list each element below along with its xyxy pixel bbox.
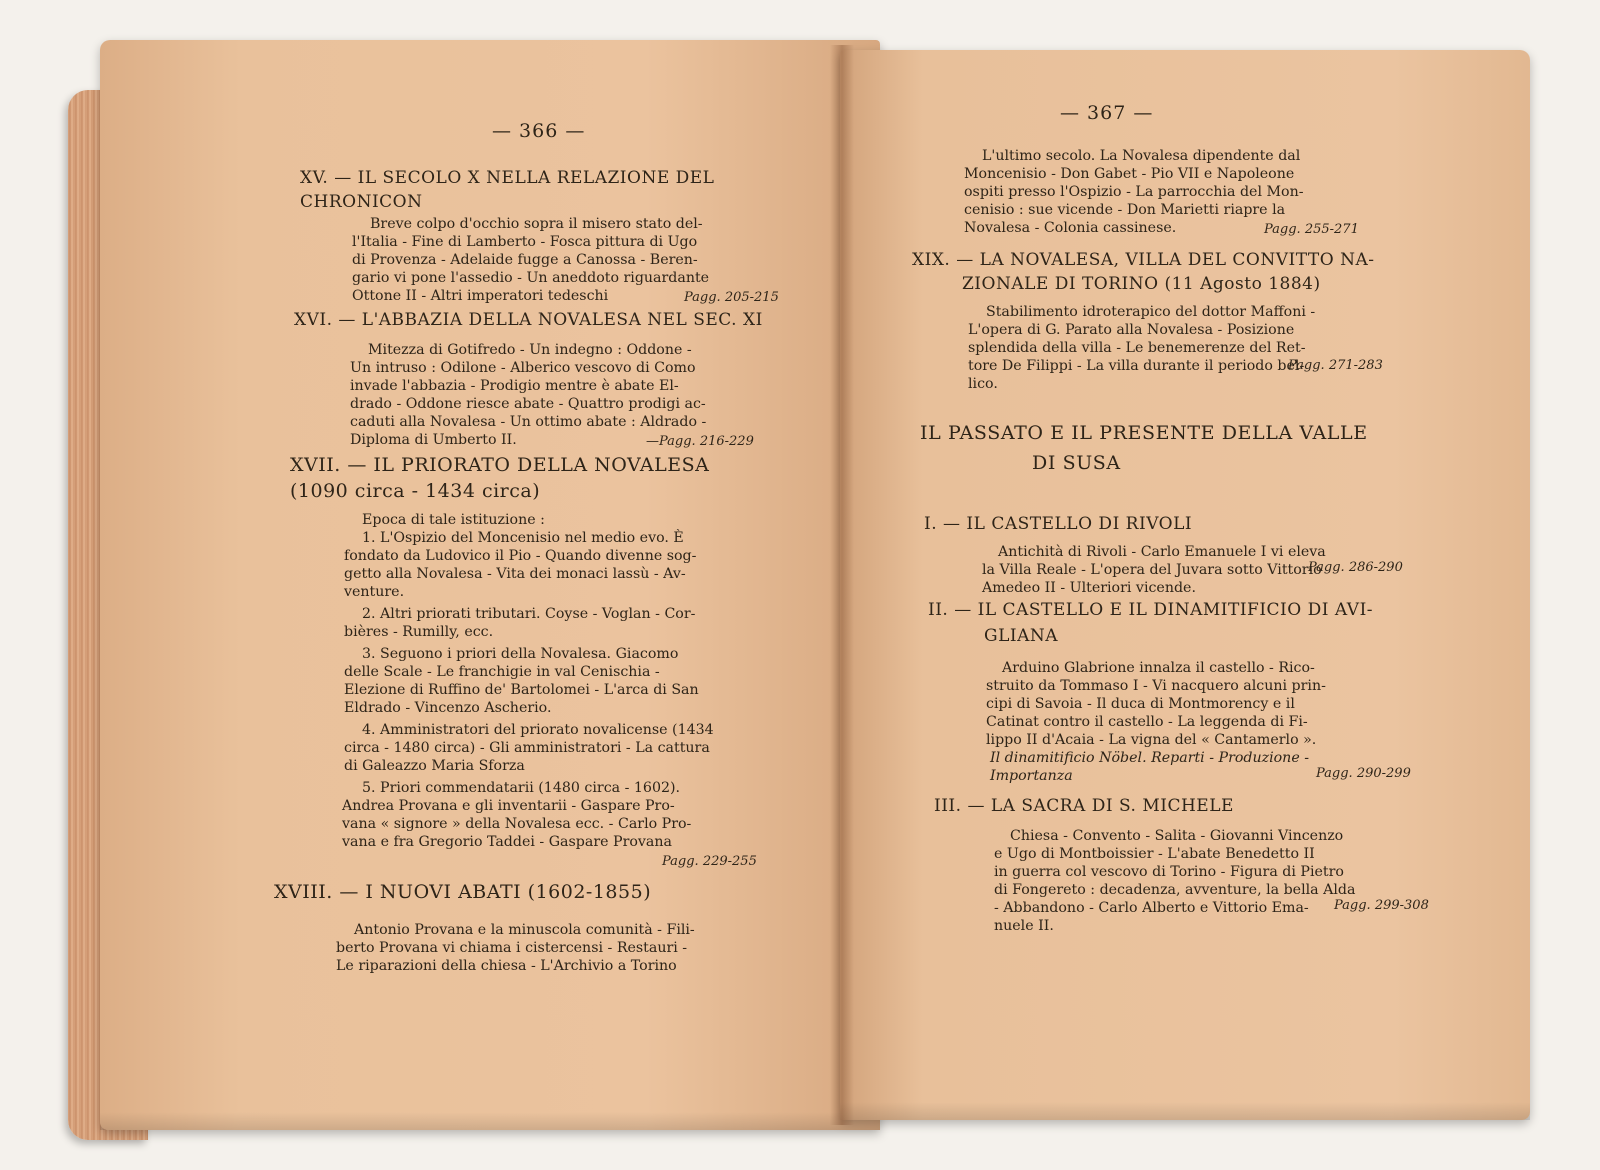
page-ref-xv: Pagg. 205-215: [684, 290, 779, 305]
page-ref-xvi: —Pagg. 216-229: [646, 434, 754, 449]
chapter-heading-xviii: XVIII. — I NUOVI ABATI (1602-1855): [274, 881, 652, 903]
chapter-heading-xix: XIX. — LA NOVALESA, VILLA DEL CONVITTO NA-: [912, 250, 1375, 270]
chapter-heading-xvii: XVII. — IL PRIORATO DELLA NOVALESA (1090 circa - 1434 circa): [290, 454, 710, 502]
chapter-heading-iii: III. — LA SACRA DI S. MICHELE: [934, 796, 1234, 816]
page-ref-iii: Pagg. 299-308: [1334, 898, 1429, 913]
page-ref-i: Pagg. 286-290: [1308, 560, 1403, 575]
chapter-heading-xv: XV. — IL SECOLO X NELLA RELAZIONE DEL CHRONICON: [300, 168, 715, 212]
chapter-heading-i: I. — IL CASTELLO DI RIVOLI: [924, 514, 1193, 534]
open-book: [60, 30, 1570, 1150]
page-ref-xix: Pagg. 271-283: [1288, 358, 1383, 373]
page-number-right: — 367 —: [1060, 102, 1154, 124]
section-title: IL PASSATO E IL PRESENTE DELLA VALLE: [920, 422, 1368, 444]
page-ref-xvii: Pagg. 229-255: [662, 854, 757, 869]
chapter-heading-ii: II. — IL CASTELLO E IL DINAMITIFICIO DI AVI-: [928, 600, 1374, 620]
chapter-heading-xvi: XVI. — L'ABBAZIA DELLA NOVALESA NEL SEC. XI: [294, 310, 763, 330]
page-number-left: — 366 —: [492, 120, 586, 142]
page-ref-xviii: Pagg. 255-271: [1264, 222, 1359, 237]
left-page: — 366 — XV. — IL SECOLO X NELLA RELAZIONE DEL CHRONICON Breve colpo d'occhio sopra il misero stato del- l'Italia - Fine di Lamberto - Fosca pittura di Ugo di Provenza - Adelaide fugge a Canossa - Beren- gario vi pone l'assedio - Un aneddoto riguardante Ottone II - Altri imperatori tedeschi Pagg. 205-215 XVI. — L'ABBAZIA DELLA NOVALESA NEL SEC. XI Mitezza di Gotifredo - Un indegno : Oddone - Un intruso : Odilone - Alberico vescovo di Como invade l'abbazia - Prodigio mentre è abate El- drado - Oddone riesce abate - Quattro prodigi ac- caduti alla Novalesa - Un ottimo abate : Aldrado - Diploma di Umberto II. —Pagg. 216-229 XVII. — IL PRIORATO DELLA NOVALESA (1090 circa - 1434 circa) Epoca di tale istituzione : 1. L'Ospizio del Moncenisio nel medio evo. È fondato da Ludovico il Pio - Quando divenne sog- getto alla Novalesa - Vita dei monaci lassù - Av- venture. 2. Altri priorati tributari. Coyse - Voglan - Cor- bières - Rumilly, ecc. 3. Seguono i priori della Novalesa. Giacomo delle Scale - Le franchigie in val Cenischia - Elezione di Ruffino de' Bartolomei - L'arca di San Eldrado - Vincenzo Ascherio. 4. Amministratori del priorato novalicense (1434 circa - 1480 circa) - Gli amministratori - La cattura di Galeazzo Maria Sforza 5. Priori commendatarii (1480 circa - 1602). Andrea Provana e gli inventarii - Gaspare Pro- vana « signore » della Novalesa ecc. - Carlo Pro- vana e fra Gregorio Taddei - Gaspare Provana Pagg. 229-255 XVIII. — I NUOVI ABATI (1602-1855) Antonio Provana e la minuscola comunità - Fili- berto Provana vi chiama i cistercensi - Restauri - Le riparazioni della chiesa - L'Archivio a Torino: [100, 40, 880, 1130]
book-gutter: [830, 45, 854, 1125]
page-ref-ii: Pagg. 290-299: [1316, 766, 1411, 781]
right-page: — 367 — L'ultimo secolo. La Novalesa dipendente dal Moncenisio - Don Gabet - Pio VII e Napoleone ospiti presso l'Ospizio - La parrocchia del Mon- cenisio : sue vicende - Don Marietti riapre la Novalesa - Colonia cassinese. Pagg. 255-271 XIX. — LA NOVALESA, VILLA DEL CONVITTO NA- ZIONALE DI TORINO (11 Agosto 1884) Stabilimento idroterapico del dottor Maffoni - L'opera di G. Parato alla Novalesa - Posizione splendida della villa - Le benemerenze del Ret- tore De Filippi - La villa durante il periodo bel- lico. Pagg. 271-283 IL PASSATO E IL PRESENTE DELLA VALLE DI SUSA I. — IL CASTELLO DI RIVOLI Antichità di Rivoli - Carlo Emanuele I vi eleva la Villa Reale - L'opera del Juvara sotto Vittorio Amedeo II - Ulteriori vicende. Pagg. 286-290 II. — IL CASTELLO E IL DINAMITIFICIO DI AVI- GLIANA Arduino Glabrione innalza il castello - Rico- struito da Tommaso I - Vi nacquero alcuni prin- cipi di Savoia - Il duca di Montmorency e il Catinat contro il castello - La leggenda di Fi- lippo II d'Acaia - La vigna del « Cantamerlo ». Il dinamitificio Nöbel. Reparti - Produzione - Importanza Pagg. 290-299 III. — LA SACRA DI S. MICHELE Chiesa - Convento - Salita - Giovanni Vincenzo e Ugo di Montboissier - L'abate Benedetto II in guerra col vescovo di Torino - Figura di Pietro di Fongereto : decadenza, avventure, la bella Alda - Abbandono - Carlo Alberto e Vittorio Ema- nuele II. Pagg. 299-308: [840, 50, 1530, 1120]
